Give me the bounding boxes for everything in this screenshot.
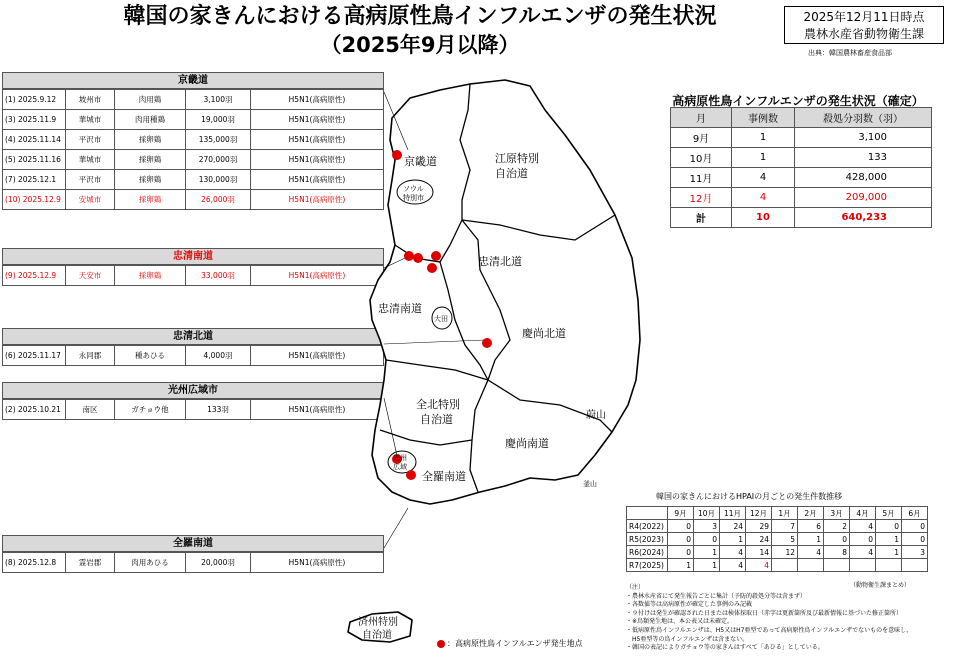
monthly-source-note: （動物衛生課まとめ） <box>850 582 911 589</box>
cell-type: 種あひる <box>115 346 186 366</box>
label-gyeongnam: 慶尚南道 <box>505 437 549 450</box>
cell-case: (2) 2025.10.21 <box>3 400 66 420</box>
cell-count <box>902 559 928 572</box>
monthly-header-row <box>627 507 928 520</box>
cell-count: 0 <box>902 520 928 533</box>
cell-year: R4(2022) <box>627 520 668 533</box>
outbreak-dot <box>431 251 441 261</box>
label-chungnam: 忠清南道 <box>378 302 422 315</box>
summary-header-birds: 殺処分羽数（羽） <box>795 108 932 128</box>
label-jeju-1: 済州特別 <box>358 617 398 628</box>
cell-cases: 1 <box>732 128 795 148</box>
cell-birds: 135,000羽 <box>186 130 251 150</box>
summary-header-month: 月 <box>671 108 732 128</box>
cell-count: 7 <box>772 520 798 533</box>
cell-count: 0 <box>902 533 928 546</box>
cell-birds: 4,000羽 <box>186 346 251 366</box>
cell-count: 5 <box>772 533 798 546</box>
cell-case: (3) 2025.11.9 <box>3 110 66 130</box>
cell-city: 平沢市 <box>66 130 115 150</box>
cell-count: 1 <box>876 533 902 546</box>
cell-strain: H5N1(高病原性) <box>251 110 384 130</box>
cell-count: 8 <box>824 546 850 559</box>
cell-birds: 3,100 <box>795 128 932 148</box>
monthly-body <box>627 520 928 572</box>
cell-type: 採卵鶏 <box>115 150 186 170</box>
cell-type: 肉用種鶏 <box>115 110 186 130</box>
date-line: 2025年12月11日時点 <box>803 10 925 24</box>
cell-type: 肉用鶏 <box>115 90 186 110</box>
title-line2: （2025年9月以降） <box>320 33 520 57</box>
cell-birds: 133羽 <box>186 400 251 420</box>
cell-month: 11月 <box>671 168 732 188</box>
cell-birds: 20,000羽 <box>186 553 251 573</box>
table-row <box>627 559 928 572</box>
cell-total-cases: 10 <box>732 208 795 228</box>
cell-type: ガチョウ他 <box>115 400 186 420</box>
cell-birds: 19,000羽 <box>186 110 251 130</box>
note-line: ・※鳥類発生地は、本公表又は未確定。 <box>626 618 734 626</box>
leader-line-jeonnam <box>384 508 408 548</box>
label-gangwon-2: 自治道 <box>495 167 528 180</box>
cell-count <box>798 559 824 572</box>
cell-count: 0 <box>876 520 902 533</box>
cell-count: 3 <box>694 520 720 533</box>
summary-total-row <box>671 208 932 228</box>
cell-count: 1 <box>694 559 720 572</box>
cell-strain: H5N1(高病原性) <box>251 190 384 210</box>
outbreak-dot <box>406 470 416 480</box>
cell-strain: H5N1(高病原性) <box>251 90 384 110</box>
cell-cases: 4 <box>732 188 795 208</box>
cell-strain: H5N1(高病原性) <box>251 553 384 573</box>
cell-birds: 26,000羽 <box>186 190 251 210</box>
cell-cases: 1 <box>732 148 795 168</box>
cell-total-birds: 640,233 <box>795 208 932 228</box>
table-row <box>671 168 932 188</box>
label-seoul-1: ソウル <box>403 185 424 193</box>
map-legend <box>437 638 583 649</box>
note-line: ・各数値等は高病原性が確定した事例のみ記載 <box>626 601 753 609</box>
cell-case: (6) 2025.11.17 <box>3 346 66 366</box>
notes <box>626 584 956 653</box>
cell-count: 1 <box>694 546 720 559</box>
label-jeonbuk-2: 自治道 <box>420 413 453 426</box>
date-box <box>784 6 944 44</box>
cell-case: (10) 2025.12.9 <box>3 190 66 210</box>
source-note: 出典：韓国農林畜産食品部 <box>808 49 892 57</box>
cell-count: 1 <box>798 533 824 546</box>
cell-count: 4 <box>850 520 876 533</box>
page-title <box>40 3 800 59</box>
cell-count <box>850 559 876 572</box>
cell-count: 1 <box>720 533 746 546</box>
cell-birds: 33,000羽 <box>186 266 251 286</box>
cell-count: 2 <box>824 520 850 533</box>
cell-city: 平沢市 <box>66 170 115 190</box>
note-line: ・９付けは発生が確認された日または検体採取日（赤字は更新箇所及び最新情報に基づいた修正箇所） <box>626 609 903 617</box>
monthly-title: 韓国の家きんにおけるHPAIの月ごとの発生件数推移 <box>656 492 843 501</box>
label-gyeonggi: 京畿道 <box>404 155 437 168</box>
cell-count: 0 <box>850 533 876 546</box>
cell-year: R5(2023) <box>627 533 668 546</box>
panel-title: 光州広域市 <box>2 382 384 399</box>
cell-type: 肉用あひる <box>115 553 186 573</box>
cell-type: 採卵鶏 <box>115 190 186 210</box>
cell-month: 10月 <box>671 148 732 168</box>
department-line: 農林水産省動物衛生課 <box>803 27 924 41</box>
cell-city: 安城市 <box>66 190 115 210</box>
cell-count: 1 <box>668 559 694 572</box>
monthly-header-cell: 3月 <box>824 507 850 520</box>
outbreak-dot <box>392 150 402 160</box>
cell-type: 採卵鶏 <box>115 266 186 286</box>
cell-count: 4 <box>850 546 876 559</box>
table-row <box>671 128 932 148</box>
cell-count: 4 <box>746 559 772 572</box>
label-seoul-2: 特別市 <box>403 194 424 202</box>
cell-count: 24 <box>746 533 772 546</box>
cell-type: 採卵鶏 <box>115 130 186 150</box>
cell-strain: H5N1(高病原性) <box>251 266 384 286</box>
monthly-header-cell: 2月 <box>798 507 824 520</box>
cell-strain: H5N1(高病原性) <box>251 130 384 150</box>
note-line: ・農林水産省にて発生報告ごとに集計（予防的殺処分等は含まず） <box>626 592 807 600</box>
title-line1: 韓国の家きんにおける高病原性鳥インフルエンザの発生状況 <box>123 4 717 29</box>
cell-case: (7) 2025.12.1 <box>3 170 66 190</box>
panel-title: 忠清北道 <box>2 328 384 345</box>
note-line: ・低病原性鳥インフルエンザは、H5又はH7亜型であって高病原性鳥インフルエンザでないものを意味し、 <box>626 626 913 634</box>
label-daejeon: 大田 <box>434 315 448 323</box>
cell-birds: 3,100羽 <box>186 90 251 110</box>
cell-birds: 428,000 <box>795 168 932 188</box>
cell-birds: 133 <box>795 148 932 168</box>
cell-count: 14 <box>746 546 772 559</box>
cell-case: (5) 2025.11.16 <box>3 150 66 170</box>
cell-birds: 209,000 <box>795 188 932 208</box>
cell-count: 6 <box>798 520 824 533</box>
summary-table <box>670 107 932 228</box>
cell-count: 24 <box>720 520 746 533</box>
cell-count: 1 <box>876 546 902 559</box>
label-chungbuk: 忠清北道 <box>478 255 522 268</box>
cell-year: R7(2025) <box>627 559 668 572</box>
outbreak-dot <box>413 253 423 263</box>
cell-strain: H5N1(高病原性) <box>251 346 384 366</box>
summary-header-cases: 事例数 <box>732 108 795 128</box>
monthly-header-cell: 4月 <box>850 507 876 520</box>
cell-count: 0 <box>668 533 694 546</box>
cell-strain: H5N1(高病原性) <box>251 400 384 420</box>
cell-count: 4 <box>720 546 746 559</box>
panel-title: 全羅南道 <box>2 535 384 552</box>
label-gwangju-1: 光州 <box>393 454 407 462</box>
cell-city: 華城市 <box>66 150 115 170</box>
monthly-header-cell: 1月 <box>772 507 798 520</box>
cell-city: 南区 <box>66 400 115 420</box>
label-ulsan: 蔚山 <box>586 410 606 421</box>
outbreak-dot-icon <box>437 640 445 648</box>
cell-count: 0 <box>668 520 694 533</box>
label-gangwon-1: 江原特別 <box>495 152 539 165</box>
panel-title: 忠清南道 <box>2 248 384 265</box>
cell-case: (4) 2025.11.14 <box>3 130 66 150</box>
monthly-header-cell: 5月 <box>876 507 902 520</box>
monthly-header-cell: 9月 <box>668 507 694 520</box>
table-row <box>671 188 932 208</box>
cell-count <box>772 559 798 572</box>
cell-count: 4 <box>720 559 746 572</box>
monthly-table <box>626 506 928 572</box>
table-row <box>671 148 932 168</box>
cell-month: 9月 <box>671 128 732 148</box>
cell-count: 4 <box>798 546 824 559</box>
cell-case: (8) 2025.12.8 <box>3 553 66 573</box>
label-jeonnam: 全羅南道 <box>422 470 466 483</box>
cell-strain: H5N1(高病原性) <box>251 150 384 170</box>
outbreak-dot <box>427 263 437 273</box>
monthly-corner <box>627 507 668 520</box>
label-gyeongbuk: 慶尚北道 <box>522 327 566 340</box>
monthly-header-cell: 6月 <box>902 507 928 520</box>
cell-count <box>876 559 902 572</box>
table-row <box>627 546 928 559</box>
label-jeonbuk-1: 全北特別 <box>416 398 460 411</box>
cell-city: 天安市 <box>66 266 115 286</box>
outbreak-dot <box>404 251 414 261</box>
panel-title: 京畿道 <box>2 72 384 89</box>
summary-title: 高病原性鳥インフルエンザの発生状況（確定） <box>672 94 924 108</box>
cell-city: 坡州市 <box>66 90 115 110</box>
legend-text: ：高病原性鳥インフルエンザ発生地点 <box>447 639 583 648</box>
cell-month: 12月 <box>671 188 732 208</box>
cell-count: 12 <box>772 546 798 559</box>
cell-count: 0 <box>824 533 850 546</box>
note-line: （注） <box>626 584 645 591</box>
cell-birds: 270,000羽 <box>186 150 251 170</box>
korea-map <box>290 60 670 660</box>
cell-birds: 130,000羽 <box>186 170 251 190</box>
outbreak-dot <box>482 338 492 348</box>
cell-total-label: 計 <box>671 208 732 228</box>
cell-year: R6(2024) <box>627 546 668 559</box>
cell-count: 29 <box>746 520 772 533</box>
cell-type: 採卵鶏 <box>115 170 186 190</box>
cell-city: 永同郡 <box>66 346 115 366</box>
cell-case: (9) 2025.12.9 <box>3 266 66 286</box>
cell-count <box>824 559 850 572</box>
cell-count: 3 <box>902 546 928 559</box>
label-busan: 釜山 <box>583 480 597 488</box>
cell-city: 霊岩郡 <box>66 553 115 573</box>
note-line: H5亜型等の鳥インフルエンザは含まない。 <box>626 635 749 643</box>
cell-count: 0 <box>694 533 720 546</box>
cell-count: 0 <box>668 546 694 559</box>
label-jeju-2: 自治道 <box>362 630 392 641</box>
table-row <box>627 533 928 546</box>
summary-body <box>671 128 932 228</box>
cell-strain: H5N1(高病原性) <box>251 170 384 190</box>
cell-cases: 4 <box>732 168 795 188</box>
table-row <box>627 520 928 533</box>
monthly-header-cell: 12月 <box>746 507 772 520</box>
cell-city: 華城市 <box>66 110 115 130</box>
monthly-header-cell: 10月 <box>694 507 720 520</box>
label-gwangju-2: 広域 <box>393 463 407 471</box>
cell-case: (1) 2025.9.12 <box>3 90 66 110</box>
note-line: ・韓国の表記によりガチョウ等の家きんはすべて「あひる」としている。 <box>626 644 824 652</box>
monthly-header-cell: 11月 <box>720 507 746 520</box>
